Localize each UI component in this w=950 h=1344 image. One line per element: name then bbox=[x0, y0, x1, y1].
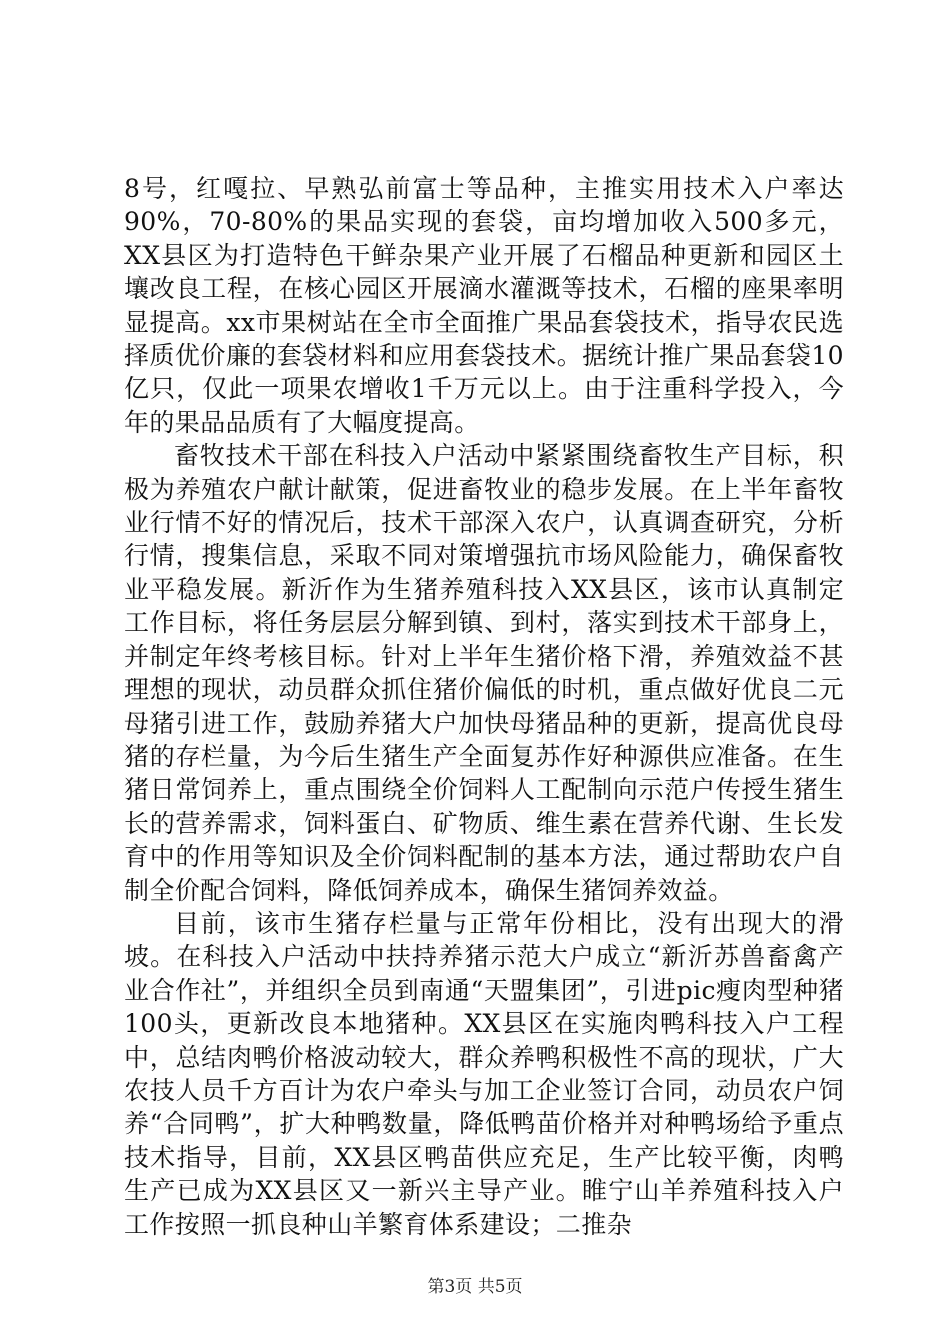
page-number-footer: 第3页 共5页 bbox=[427, 1277, 523, 1297]
paragraph-1: 8号，红嘎拉、早熟弘前富士等品种，主推实用技术入户率达90%，70-80%的果品实现的套袋，亩均增加收入500多元，XX县区为打造特色干鲜杂果产业开展了石榴品种更新和园区土壤改良工程，在核心园区开展滴水灌溉等技术，石榴的座果率明显提高。xx市果树站在全市全面推广果品套袋技术，指导农民选择质优价廉的套袋材料和应用套袋技术。据统计推广果品套袋10亿只，仅此一项果农增收1千万元以上。由于注重科学投入，今年的果品品质有了大幅度提高。 bbox=[124, 174, 844, 437]
document-body bbox=[124, 172, 844, 1241]
paragraph-2: 畜牧技术干部在科技入户活动中紧紧围绕畜牧生产目标，积极为养殖农户献计献策，促进畜牧业的稳步发展。在上半年畜牧业行情不好的情况后，技术干部深入农户，认真调查研究，分析行情，搜集信息，采取不同对策增强抗市场风险能力，确保畜牧业平稳发展。新沂作为生猪养殖科技入XX县区，该市认真制定工作目标，将任务层层分解到镇、到村，落实到技术干部身上，并制定年终考核目标。针对上半年生猪价格下滑，养殖效益不甚理想的现状，动员群众抓住猪价偏低的时机，重点做好优良二元母猪引进工作，鼓励养猪大户加快母猪品种的更新，提高优良母猪的存栏量，为今后生猪生产全面复苏作好种源供应准备。在生猪日常饲养上，重点围绕全价饲料人工配制向示范户传授生猪生长的营养需求，饲料蛋白、矿物质、维生素在营养代谢、生长发育中的作用等知识及全价饲料配制的基本方法，通过帮助农户自制全价配合饲料，降低饲养成本，确保生猪饲养效益。 bbox=[124, 441, 844, 905]
paragraph-3: 目前，该市生猪存栏量与正常年份相比，没有出现大的滑坡。在科技入户活动中扶持养猪示范大户成立“新沂苏兽畜禽产业合作社”，并组织全员到南通“天盟集团”，引进pic瘦肉型种猪100头，更新改良本地猪种。XX县区在实施肉鸭科技入户工程中，总结肉鸭价格波动较大，群众养鸭积极性不高的现状，广大农技人员千方百计为农户牵头与加工企业签订合同，动员农户饲养“合同鸭”，扩大种鸭数量，降低鸭苗价格并对种鸭场给予重点技术指导，目前，XX县区鸭苗供应充足，生产比较平衡，肉鸭生产已成为XX县区又一新兴主导产业。睢宁山羊养殖科技入户工作按照一抓良种山羊繁育体系建设；二推杂 bbox=[124, 908, 844, 1239]
